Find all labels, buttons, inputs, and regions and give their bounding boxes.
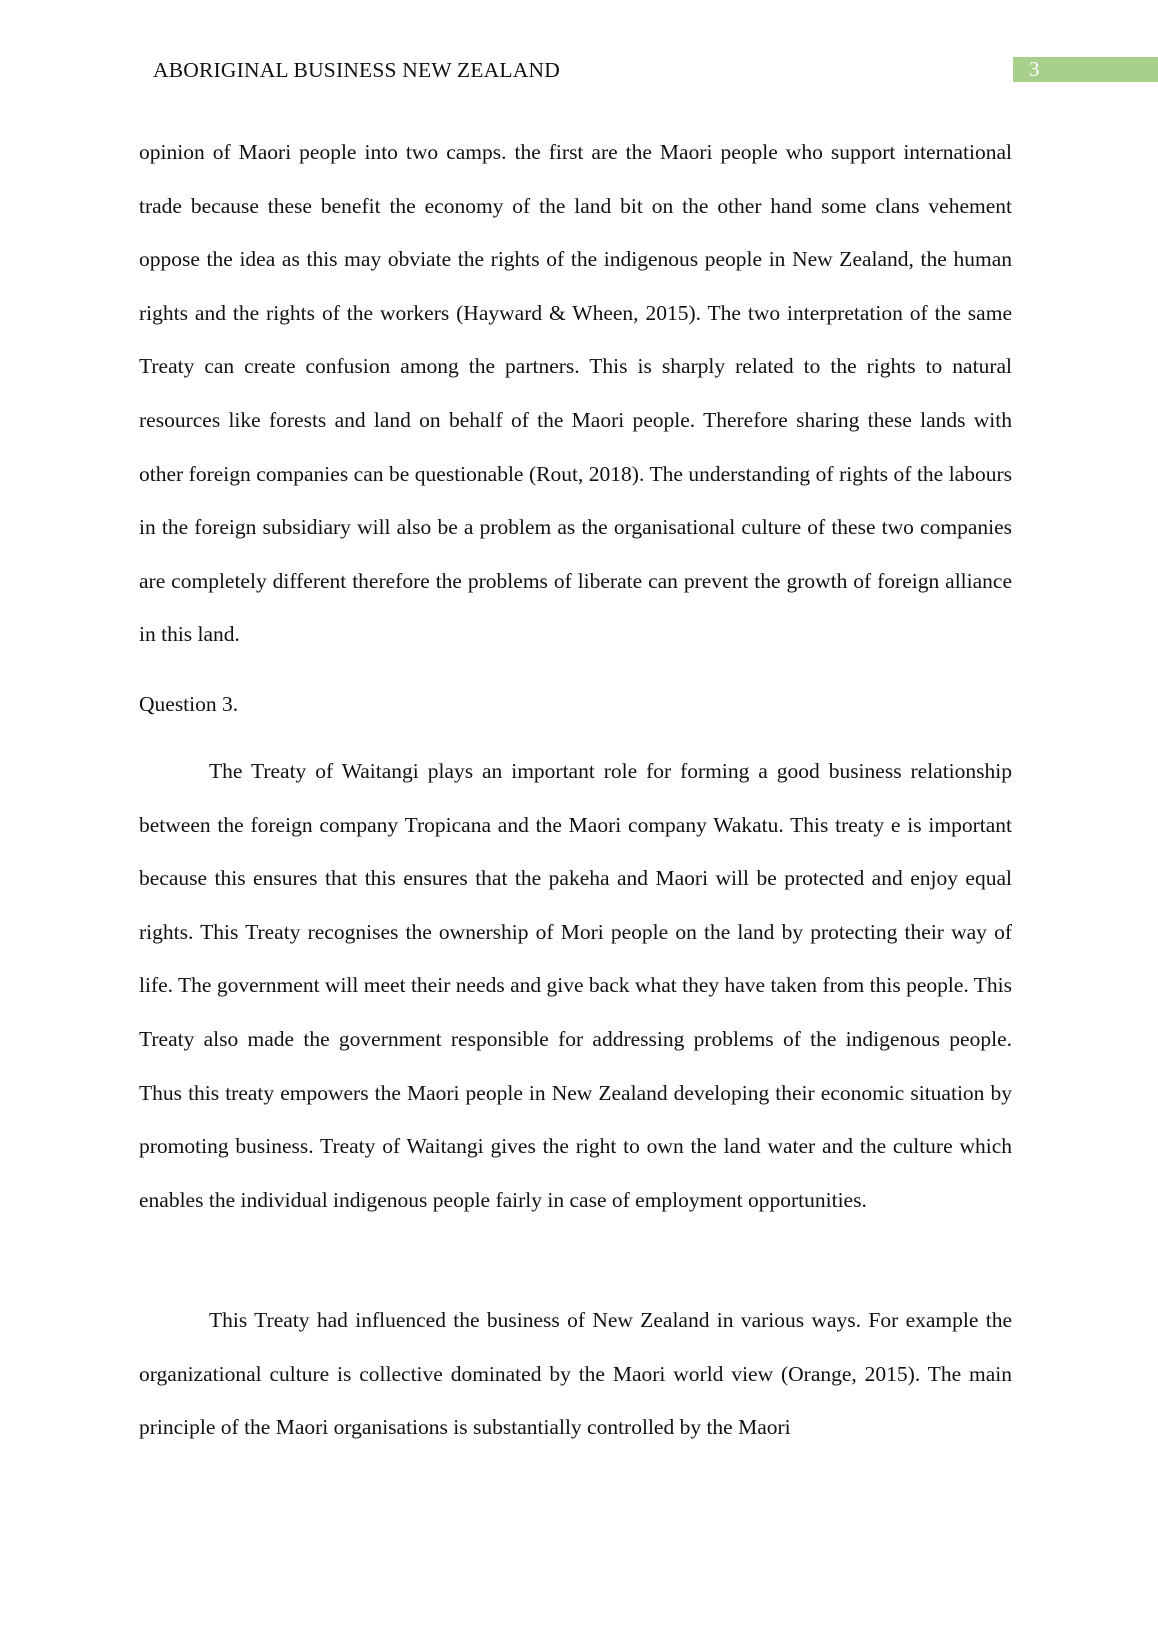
body-paragraph-2: The Treaty of Waitangi plays an important role for forming a good business relationship between the foreign company Tropicana and the Maori company Wakatu. This treaty e is important because this ensures that this ensures that the pakeha and Maori will be protected and enjoy equal rights. This Treaty recognises the ownership of Mori people on the land by protecting their way of life. The government will meet their needs and give back what they have taken from this people. This Treaty also made the government responsible for addressing problems of the indigenous people. Thus this treaty empowers the Maori people in New Zealand developing their economic situation by promoting business. Treaty of Waitangi gives the right to own the land water and the culture which enables the individual indigenous people fairly in case of employment opportunities. bbox=[139, 759, 1012, 1212]
page-number: 3 bbox=[1029, 57, 1040, 81]
body-paragraph-1: opinion of Maori people into two camps. the first are the Maori people who support international trade because these benefit the economy of the land bit on the other hand some clans vehement oppose the idea as this may obviate the rights of the indigenous people in New Zealand, the human rights and the rights of the workers (Hayward & Wheen, 2015). The two interpretation of the same Treaty can create confusion among the partners. This is sharply related to the rights to natural resources like forests and land on behalf of the Maori people. Therefore sharing these lands with other foreign companies can be questionable (Rout, 2018). The understanding of rights of the labours in the foreign subsidiary will also be a problem as the organisational culture of these two companies are completely different therefore the problems of liberate can prevent the growth of foreign alliance in this land. bbox=[139, 140, 1012, 647]
body-paragraph-3: This Treaty had influenced the business of New Zealand in various ways. For example the organizational culture is collective dominated by the Maori world view (Orange, 2015). The main principle of the Maori organisations is substantially controlled by the Maori bbox=[139, 1308, 1012, 1440]
running-header-title: ABORIGINAL BUSINESS NEW ZEALAND bbox=[153, 58, 560, 82]
question-heading: Question 3. bbox=[139, 692, 239, 716]
page-number-badge bbox=[1013, 57, 1158, 82]
